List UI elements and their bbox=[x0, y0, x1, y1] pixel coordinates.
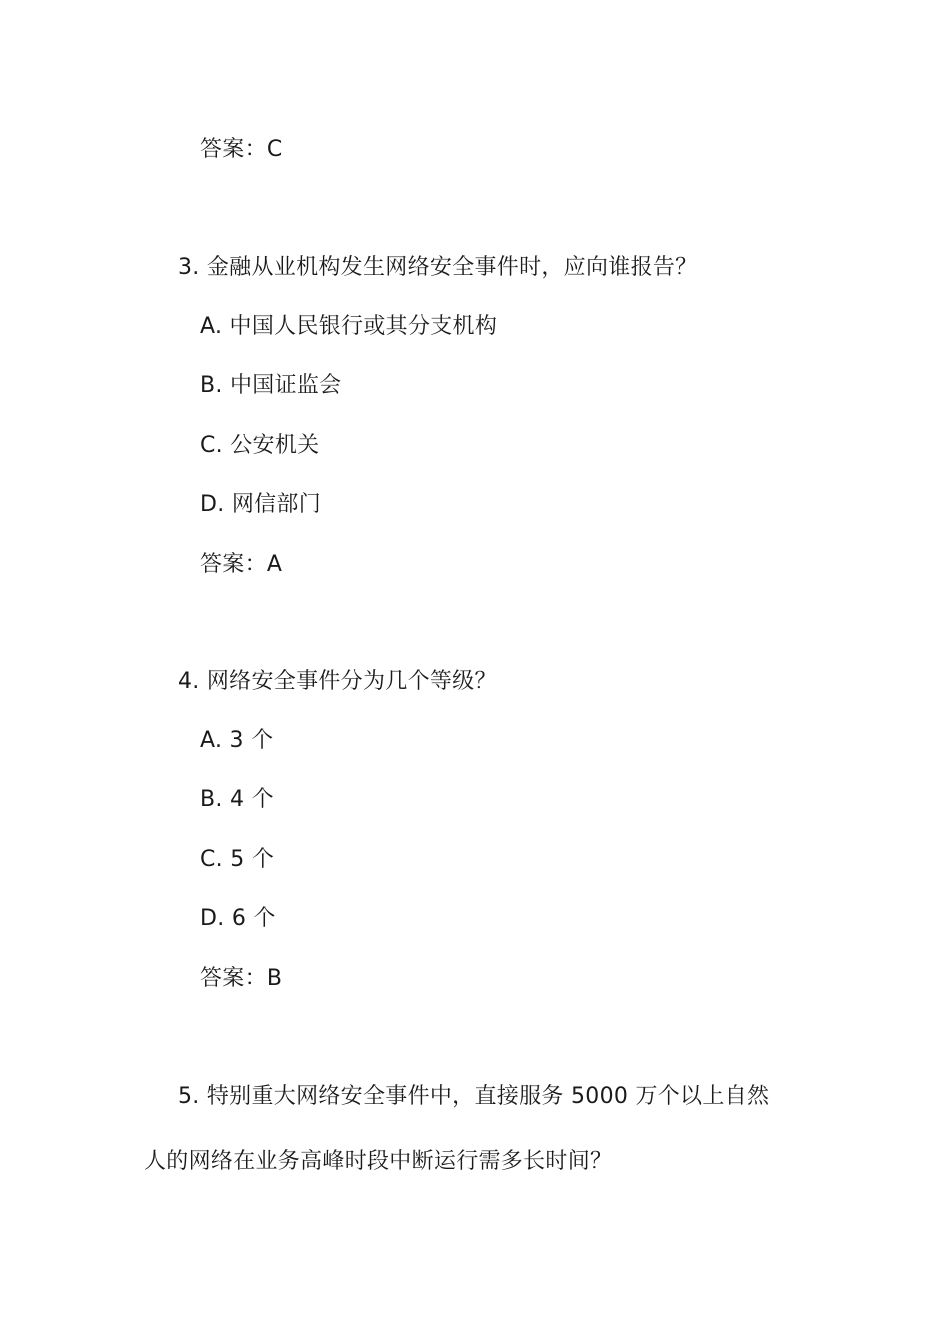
q4-question: 4. 网络安全事件分为几个等级？ bbox=[178, 669, 497, 694]
q3-question: 3. 金融从业机构发生网络安全事件时，应向谁报告？ bbox=[178, 255, 698, 280]
q3-option-c: C. 公安机关 bbox=[200, 433, 320, 458]
q3-option-d: D. 网信部门 bbox=[200, 492, 322, 517]
q2-answer: 答案：C bbox=[200, 137, 283, 162]
q4-option-a: A. 3 个 bbox=[200, 728, 274, 753]
q5-question-line-2: 人的网络在业务高峰时段中断运行需多长时间？ bbox=[144, 1149, 613, 1174]
q4-option-c: C. 5 个 bbox=[200, 847, 275, 872]
q4-option-d: D. 6 个 bbox=[200, 906, 276, 931]
q3-option-b: B. 中国证监会 bbox=[200, 373, 342, 398]
q3-answer: 答案：A bbox=[200, 552, 283, 577]
q5-question-line-1: 5. 特别重大网络安全事件中，直接服务 5000 万个以上自然 bbox=[178, 1084, 770, 1109]
q4-option-b: B. 4 个 bbox=[200, 787, 274, 812]
q3-option-a: A. 中国人民银行或其分支机构 bbox=[200, 314, 498, 339]
q4-answer: 答案：B bbox=[200, 966, 283, 991]
